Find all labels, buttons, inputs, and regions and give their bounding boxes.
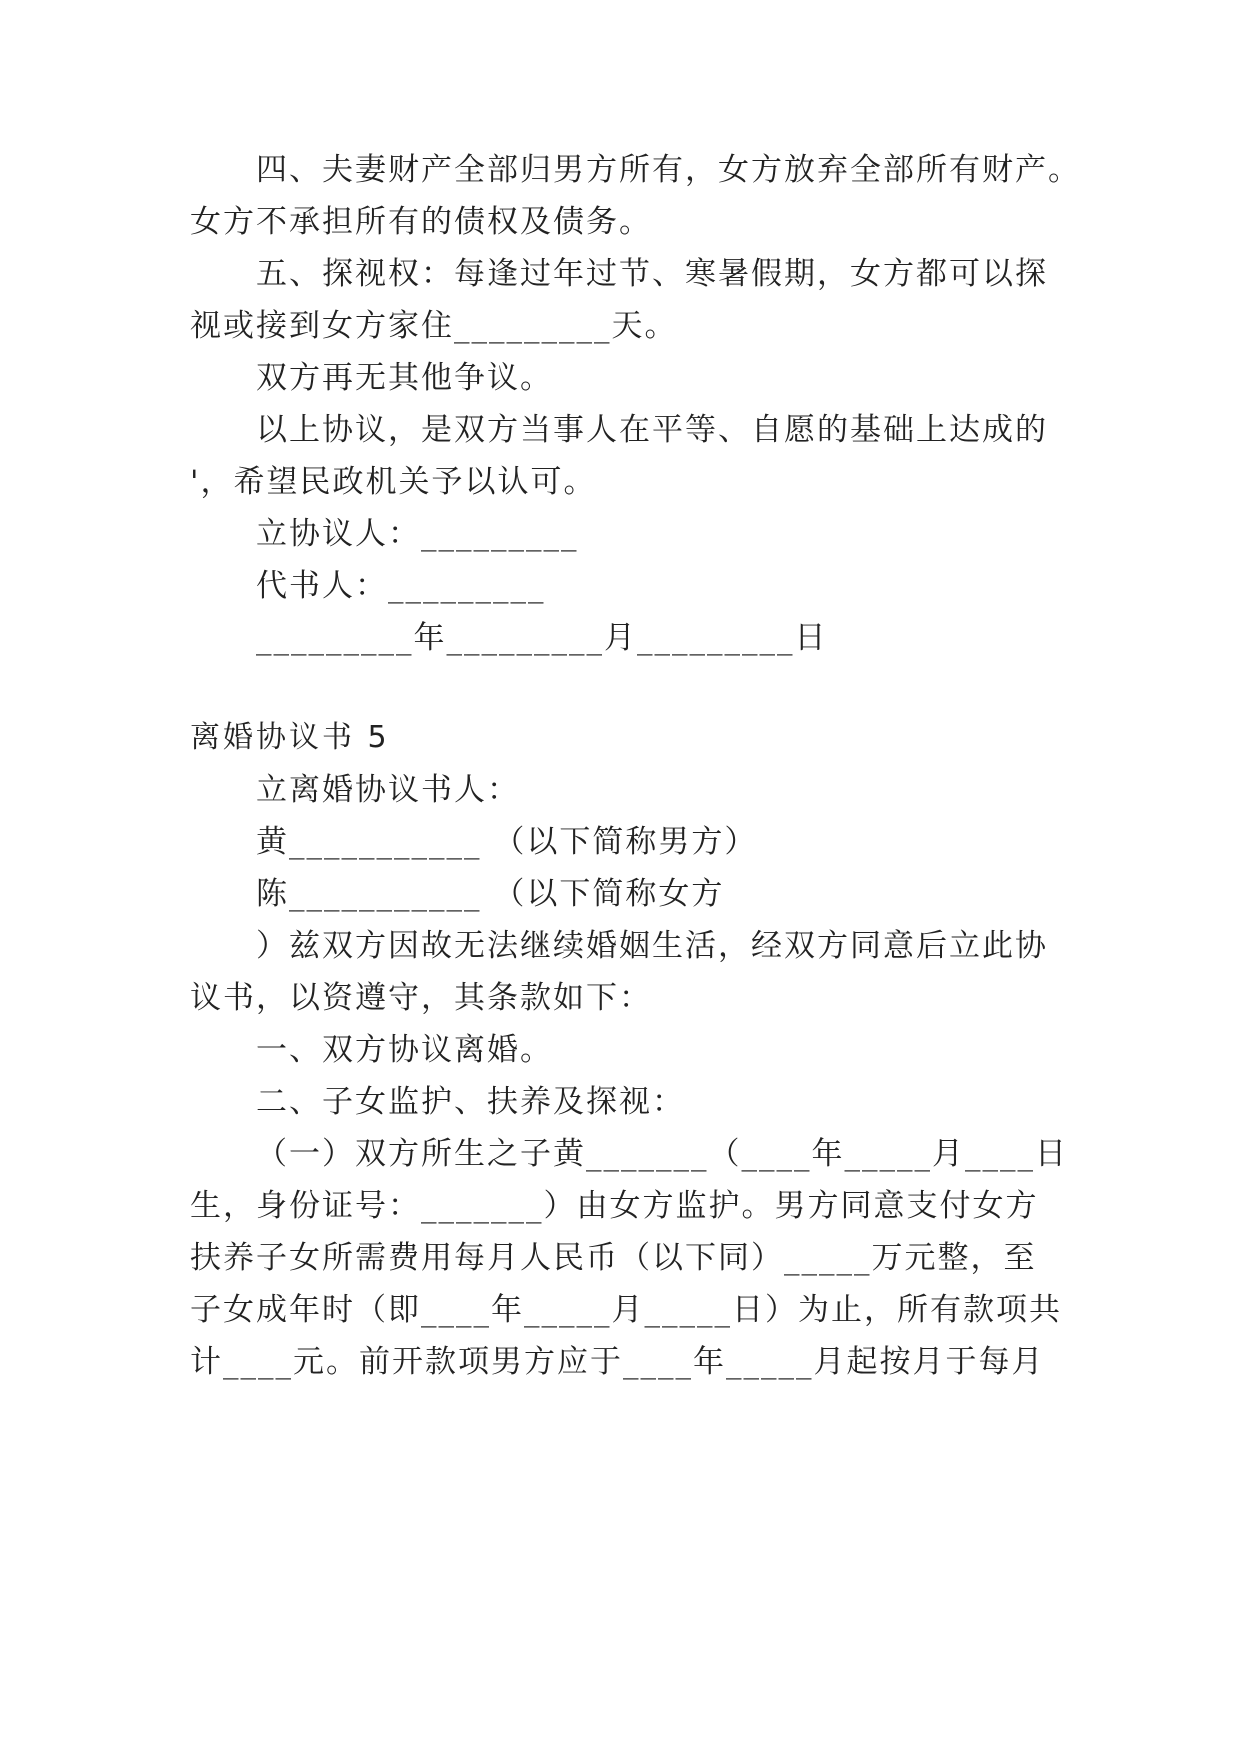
clause-one: 一、双方协议离婚。 (256, 1032, 553, 1068)
section-five-line-1: 五、探视权：每逢过年过节、寒暑假期，女方都可以探 (256, 256, 1048, 292)
section-five-line-2: 视或接到女方家住_________天。 (190, 308, 678, 344)
party-male-line: 黄___________ （以下简称男方） (256, 824, 758, 860)
clause-two-item-1-line-4: 子女成年时（即____年_____月_____日）为止，所有款项共 (190, 1292, 1062, 1328)
agreement-line-2: '，希望民政机关予以认可。 (190, 464, 597, 500)
clause-two-item-1-line-2: 生，身份证号：_______）由女方监护。男方同意支付女方 (190, 1188, 1039, 1224)
document-title: 离婚协议书 5 (190, 720, 390, 755)
clause-two-item-1-line-1: （一）双方所生之子黄_______（____年_____月____日 (256, 1136, 1068, 1172)
clause-two: 二、子女监护、扶养及探视： (256, 1084, 685, 1120)
preamble-line-2: 议书，以资遵守，其条款如下： (190, 980, 652, 1016)
clause-two-item-1-line-5: 计____元。前开款项男方应于____年_____月起按月于每月 (190, 1344, 1045, 1380)
writer-line: 代书人：_________ (256, 568, 546, 604)
parties-intro: 立离婚协议书人： (256, 772, 520, 808)
agreement-line-1: 以上协议，是双方当事人在平等、自愿的基础上达成的 (256, 412, 1048, 448)
no-dispute-text: 双方再无其他争议。 (256, 360, 553, 396)
signer-line: 立协议人：_________ (256, 516, 579, 552)
section-four-line-1: 四、夫妻财产全部归男方所有，女方放弃全部所有财产。 (256, 152, 1081, 188)
party-female-line: 陈___________ （以下简称女方 (256, 876, 725, 912)
date-line: _________年_________月_________日 (256, 620, 828, 656)
section-four-line-2: 女方不承担所有的债权及债务。 (190, 204, 652, 240)
preamble-line-1: ）兹双方因故无法继续婚姻生活，经双方同意后立此协 (256, 928, 1048, 964)
clause-two-item-1-line-3: 扶养子女所需费用每月人民币（以下同）_____万元整，至 (190, 1240, 1037, 1276)
